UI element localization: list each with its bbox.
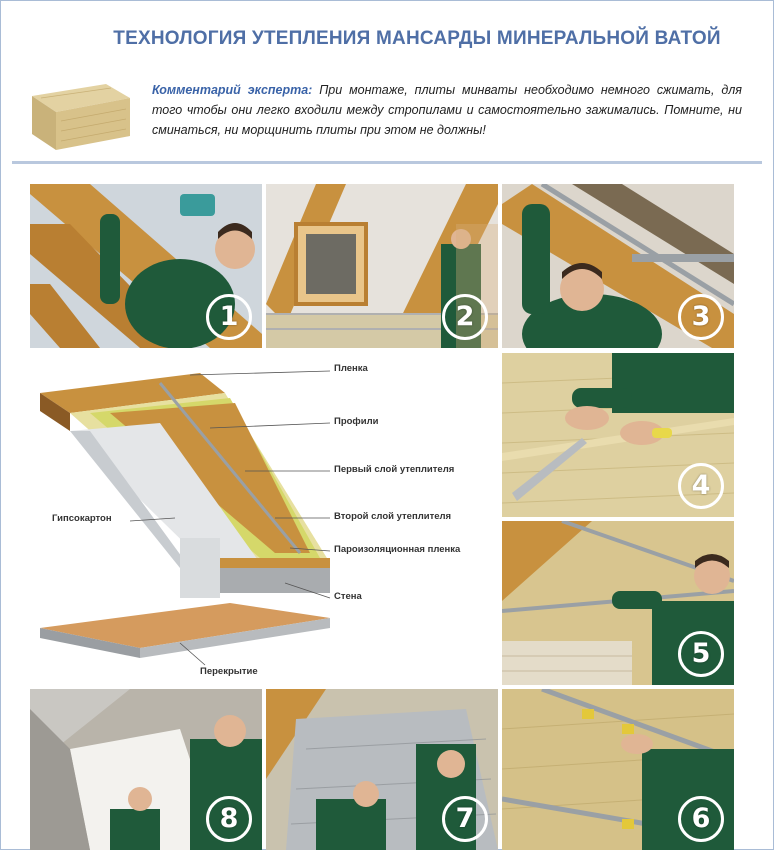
- step-number-8: 8: [206, 796, 252, 842]
- label-first-layer: Первый слой утеплителя: [334, 464, 455, 475]
- step-number-4: 4: [678, 463, 724, 509]
- step-photo-5: [502, 521, 734, 685]
- expert-comment: [152, 80, 742, 140]
- step-photo-4: [502, 353, 734, 517]
- step-number-3: 3: [678, 294, 724, 340]
- label-profiles: Профили: [334, 416, 379, 427]
- step-number-5: 5: [678, 631, 724, 677]
- step-photo-1: [30, 184, 262, 348]
- insulation-layers-diagram: [30, 353, 496, 683]
- label-floor: Перекрытие: [200, 666, 258, 677]
- step-photo-2: [266, 184, 498, 348]
- expert-comment-label: Комментарий эксперта:: [152, 83, 313, 97]
- header-divider: [12, 161, 762, 164]
- expert-comment-text: При монтаже, плиты минваты необходимо немного сжимать, для того чтобы они легко входили между стропилами и самостоятельно зажимались. Помните, ни сминаться, ни морщинить плиты при этом не должны!: [152, 83, 742, 137]
- step-photo-8: [30, 689, 262, 850]
- step-number-6: 6: [678, 796, 724, 842]
- page-title: ТЕХНОЛОГИЯ УТЕПЛЕНИЯ МАНСАРДЫ МИНЕРАЛЬНОЙ ВАТОЙ: [113, 28, 721, 49]
- label-second-layer: Второй слой утеплителя: [334, 511, 452, 522]
- step-number-1: 1: [206, 294, 252, 340]
- step-photo-3: [502, 184, 734, 348]
- label-film: Пленка: [334, 363, 368, 374]
- label-vapor-film: Пароизоляционная пленка: [334, 544, 461, 555]
- mineral-wool-icon: [26, 76, 134, 156]
- step-photo-6: [502, 689, 734, 850]
- step-photo-7: [266, 689, 498, 850]
- step-number-2: 2: [442, 294, 488, 340]
- label-wall: Стена: [334, 591, 362, 602]
- step-number-7: 7: [442, 796, 488, 842]
- label-drywall: Гипсокартон: [52, 513, 112, 524]
